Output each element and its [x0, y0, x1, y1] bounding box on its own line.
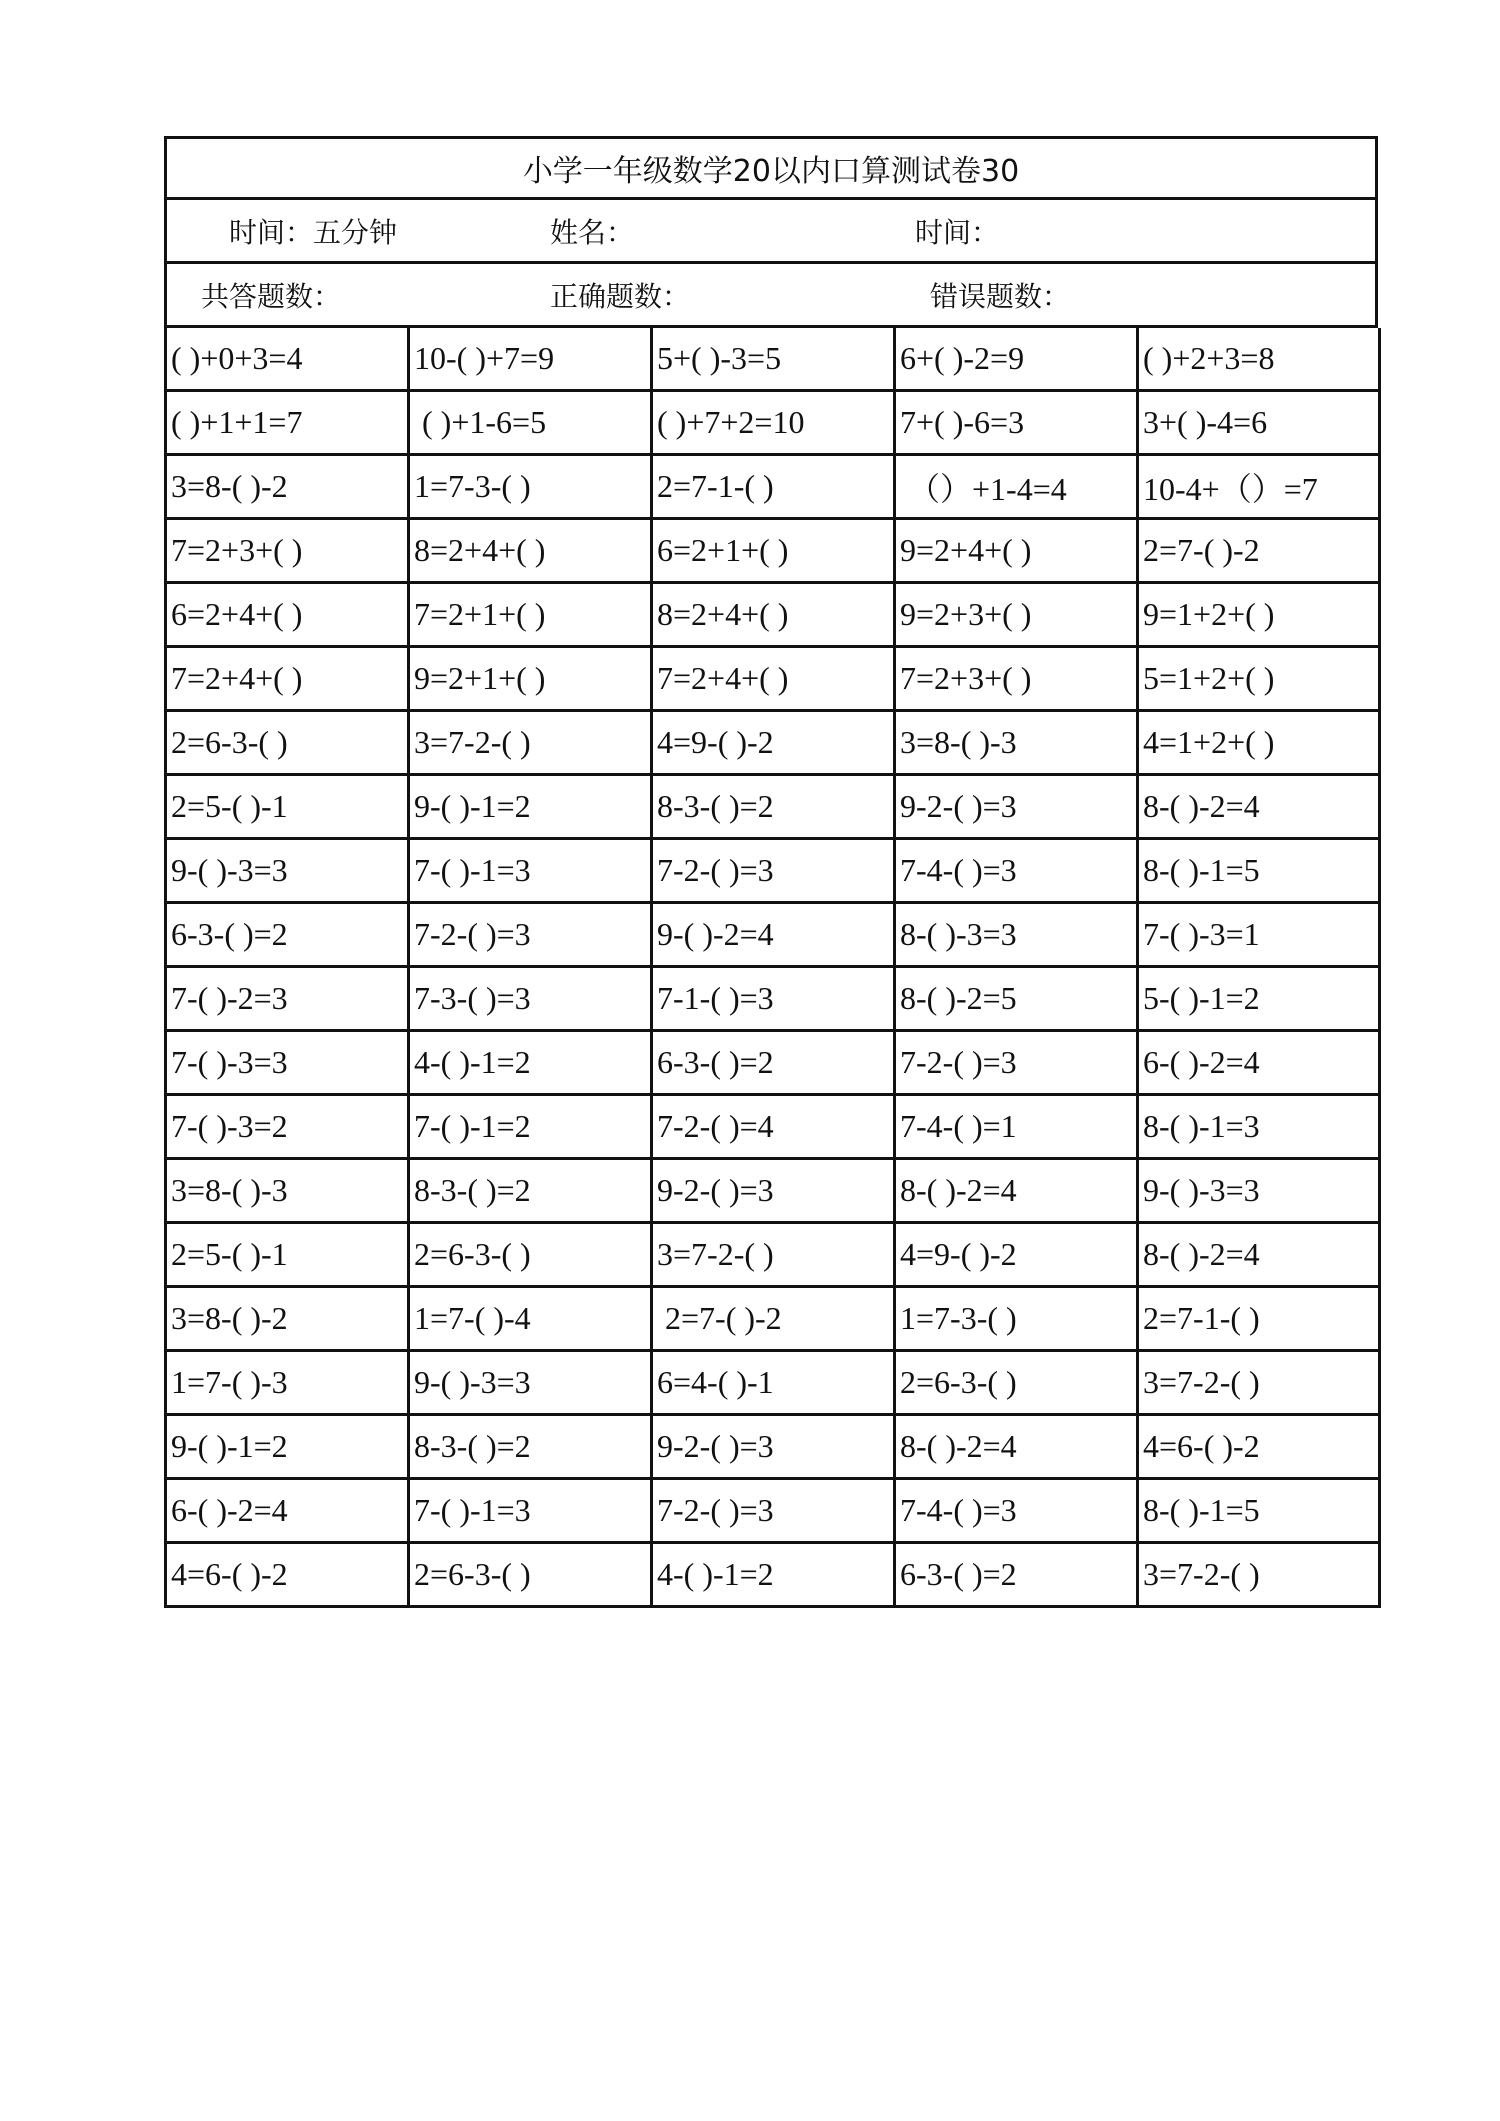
problem-cell: 8=2+4+( ) [410, 520, 653, 584]
problem-cell: 6=2+1+( ) [653, 520, 896, 584]
problem-cell: 1=7-3-( ) [896, 1288, 1139, 1352]
problem-cell: 8-( )-1=3 [1139, 1096, 1381, 1160]
problem-cell: 2=6-3-( ) [896, 1352, 1139, 1416]
problem-cell: 3=7-2-( ) [410, 712, 653, 776]
problem-cell: 3=7-2-( ) [653, 1224, 896, 1288]
problem-cell: 7-4-( )=3 [896, 840, 1139, 904]
problem-cell: 4-( )-1=2 [653, 1544, 896, 1608]
problem-cell: 8-( )-2=4 [1139, 776, 1381, 840]
problem-cell: 4=6-( )-2 [167, 1544, 410, 1608]
problem-cell: 6+( )-2=9 [896, 328, 1139, 392]
problem-cell: 7-4-( )=1 [896, 1096, 1139, 1160]
problem-cell: ( )+2+3=8 [1139, 328, 1381, 392]
correct-count-label: 正确题数： [550, 279, 691, 313]
problem-cell: 3=7-2-( ) [1139, 1352, 1381, 1416]
problem-cell: 2=7-( )-2 [653, 1288, 896, 1352]
problem-cell: 7=2+4+( ) [167, 648, 410, 712]
problem-grid [164, 328, 1378, 1608]
problem-cell: 8=2+4+( ) [653, 584, 896, 648]
problem-cell: 7-2-( )=3 [653, 1480, 896, 1544]
problem-cell: 2=6-3-( ) [410, 1224, 653, 1288]
problem-cell: 8-( )-1=5 [1139, 1480, 1381, 1544]
problem-cell: 9=2+4+( ) [896, 520, 1139, 584]
problem-cell: 8-3-( )=2 [410, 1416, 653, 1480]
problem-cell: 3=8-( )-3 [896, 712, 1139, 776]
problem-cell: （）+1-4=4 [896, 456, 1139, 520]
problem-cell: 7-3-( )=3 [410, 968, 653, 1032]
time-limit-label: 时间：五分钟 [229, 215, 398, 249]
problem-cell: 4=6-( )-2 [1139, 1416, 1381, 1480]
problem-cell: 8-( )-2=4 [896, 1416, 1139, 1480]
time-label: 时间： [915, 215, 1000, 249]
problem-cell: 9-( )-2=4 [653, 904, 896, 968]
problem-cell: 7=2+3+( ) [167, 520, 410, 584]
problem-cell: 9=1+2+( ) [1139, 584, 1381, 648]
problem-cell: ( )+0+3=4 [167, 328, 410, 392]
problem-cell: 2=7-( )-2 [1139, 520, 1381, 584]
problem-cell: 5=1+2+( ) [1139, 648, 1381, 712]
problem-cell: 8-3-( )=2 [653, 776, 896, 840]
problem-cell: 10-( )+7=9 [410, 328, 653, 392]
problem-cell: 7-( )-1=2 [410, 1096, 653, 1160]
problem-cell: 8-( )-2=4 [896, 1160, 1139, 1224]
problem-cell: 8-( )-2=4 [1139, 1224, 1381, 1288]
problem-cell: 8-3-( )=2 [410, 1160, 653, 1224]
wrong-count-label: 错误题数： [930, 279, 1071, 313]
problem-cell: 2=5-( )-1 [167, 1224, 410, 1288]
problem-cell: 7=2+1+( ) [410, 584, 653, 648]
problem-cell: 4-( )-1=2 [410, 1032, 653, 1096]
problem-cell: ( )+1-6=5 [410, 392, 653, 456]
problem-cell: 2=6-3-( ) [167, 712, 410, 776]
problem-cell: 9-2-( )=3 [653, 1160, 896, 1224]
info-row-time-name [164, 200, 1378, 264]
problem-cell: 5-( )-1=2 [1139, 968, 1381, 1032]
problem-cell: 9-( )-3=3 [410, 1352, 653, 1416]
problem-cell: 3=8-( )-3 [167, 1160, 410, 1224]
problem-cell: 7-( )-3=1 [1139, 904, 1381, 968]
problem-cell: 3+( )-4=6 [1139, 392, 1381, 456]
problem-cell: 4=1+2+( ) [1139, 712, 1381, 776]
problem-cell: ( )+7+2=10 [653, 392, 896, 456]
problem-cell: 7-( )-3=2 [167, 1096, 410, 1160]
total-answered-label: 共答题数： [201, 279, 342, 313]
problem-cell: 9=2+3+( ) [896, 584, 1139, 648]
problem-cell: 7-( )-1=3 [410, 1480, 653, 1544]
problem-cell: 6-3-( )=2 [653, 1032, 896, 1096]
problem-cell: 7-( )-1=3 [410, 840, 653, 904]
problem-cell: 6=2+4+( ) [167, 584, 410, 648]
problem-cell: 3=8-( )-2 [167, 1288, 410, 1352]
problem-cell: 8-( )-3=3 [896, 904, 1139, 968]
problem-cell: 9-( )-1=2 [410, 776, 653, 840]
problem-cell: 7-2-( )=3 [896, 1032, 1139, 1096]
worksheet-title: 小学一年级数学20以内口算测试卷30 [164, 136, 1378, 200]
problem-cell: 2=6-3-( ) [410, 1544, 653, 1608]
problem-cell: 5+( )-3=5 [653, 328, 896, 392]
problem-cell: 7-( )-3=3 [167, 1032, 410, 1096]
problem-cell: 2=7-1-( ) [1139, 1288, 1381, 1352]
problem-cell: 7-1-( )=3 [653, 968, 896, 1032]
problem-cell: 4=9-( )-2 [653, 712, 896, 776]
problem-cell: 9=2+1+( ) [410, 648, 653, 712]
problem-cell: 1=7-3-( ) [410, 456, 653, 520]
problem-cell: 9-2-( )=3 [896, 776, 1139, 840]
problem-cell: 7-4-( )=3 [896, 1480, 1139, 1544]
problem-cell: 7-2-( )=4 [653, 1096, 896, 1160]
worksheet [164, 136, 1378, 1608]
problem-cell: 7=2+3+( ) [896, 648, 1139, 712]
problem-cell: 3=7-2-( ) [1139, 1544, 1381, 1608]
problem-cell: 7=2+4+( ) [653, 648, 896, 712]
problem-cell: 9-2-( )=3 [653, 1416, 896, 1480]
problem-cell: 7-( )-2=3 [167, 968, 410, 1032]
info-row-scores [164, 264, 1378, 328]
problem-cell: 2=5-( )-1 [167, 776, 410, 840]
problem-cell: 6-( )-2=4 [167, 1480, 410, 1544]
problem-cell: 8-( )-1=5 [1139, 840, 1381, 904]
problem-cell: 3=8-( )-2 [167, 456, 410, 520]
problem-cell: 9-( )-3=3 [167, 840, 410, 904]
name-label: 姓名： [550, 215, 635, 249]
problem-cell: 2=7-1-( ) [653, 456, 896, 520]
problem-cell: 9-( )-3=3 [1139, 1160, 1381, 1224]
problem-cell: 4=9-( )-2 [896, 1224, 1139, 1288]
problem-cell: 7-2-( )=3 [410, 904, 653, 968]
problem-cell: 6-3-( )=2 [896, 1544, 1139, 1608]
problem-cell: 6-( )-2=4 [1139, 1032, 1381, 1096]
problem-cell: 6-3-( )=2 [167, 904, 410, 968]
problem-cell: ( )+1+1=7 [167, 392, 410, 456]
problem-cell: 10-4+（）=7 [1139, 456, 1381, 520]
problem-cell: 8-( )-2=5 [896, 968, 1139, 1032]
problem-cell: 6=4-( )-1 [653, 1352, 896, 1416]
problem-cell: 9-( )-1=2 [167, 1416, 410, 1480]
problem-cell: 1=7-( )-4 [410, 1288, 653, 1352]
problem-cell: 1=7-( )-3 [167, 1352, 410, 1416]
problem-cell: 7+( )-6=3 [896, 392, 1139, 456]
problem-cell: 7-2-( )=3 [653, 840, 896, 904]
